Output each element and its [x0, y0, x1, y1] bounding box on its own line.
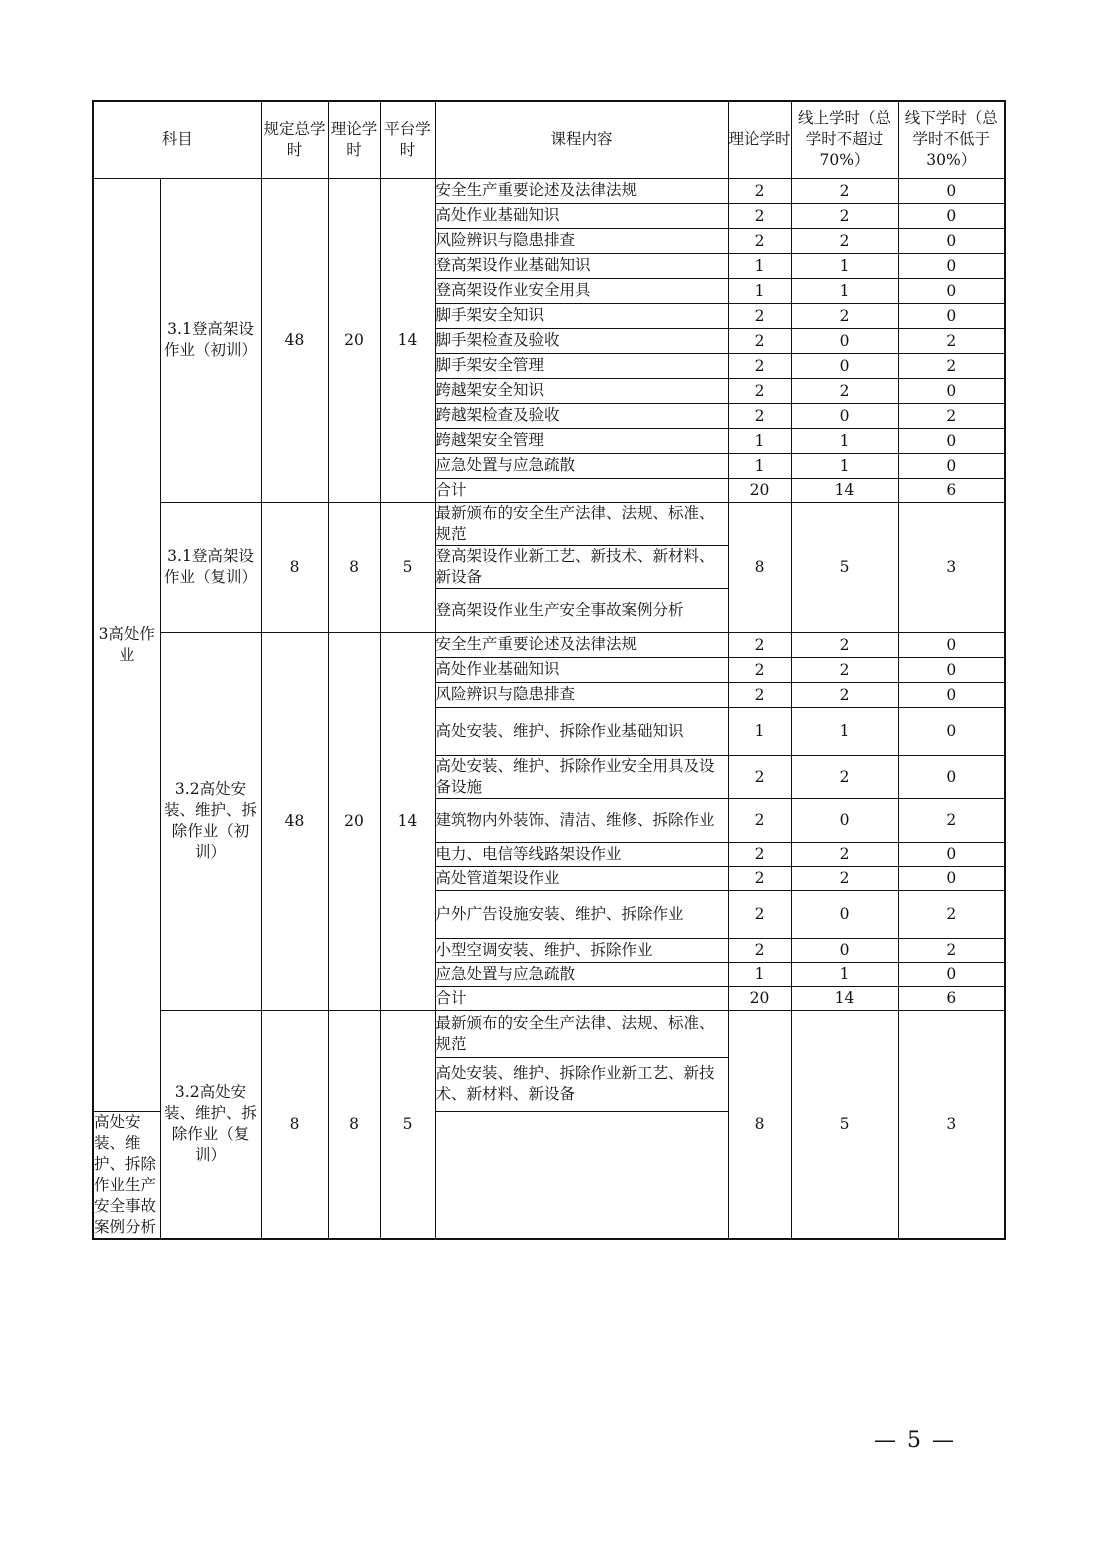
course-content: 脚手架检查及验收 [435, 328, 728, 353]
course-offline: 0 [898, 378, 1005, 403]
course-online: 0 [791, 403, 898, 428]
course-online: 2 [791, 632, 898, 657]
course-offline: 3 [898, 502, 1005, 632]
course-content: 高处管道架设作业 [435, 866, 728, 890]
course-theory: 2 [728, 632, 791, 657]
course-online: 2 [791, 203, 898, 228]
course-offline: 2 [898, 938, 1005, 962]
course-content: 合计 [435, 478, 728, 502]
course-offline: 2 [898, 403, 1005, 428]
course-offline: 0 [898, 203, 1005, 228]
course-theory: 1 [728, 278, 791, 303]
course-offline: 0 [898, 303, 1005, 328]
course-theory: 2 [728, 353, 791, 378]
course-content: 高处作业基础知识 [435, 657, 728, 682]
course-online: 2 [791, 657, 898, 682]
group-name: 3.1登高架设作业（复训） [160, 502, 261, 632]
course-content: 高处安装、维护、拆除作业安全用具及设备设施 [435, 755, 728, 798]
course-offline: 0 [898, 657, 1005, 682]
course-theory: 2 [728, 842, 791, 866]
group-total-hours: 48 [261, 178, 328, 502]
course-offline: 2 [898, 353, 1005, 378]
course-online: 1 [791, 453, 898, 478]
course-content: 登高架设作业新工艺、新技术、新材料、新设备 [435, 545, 728, 588]
group-name: 3.2高处安装、维护、拆除作业（初训） [160, 632, 261, 1010]
table-row [93, 178, 1005, 203]
course-offline: 0 [898, 866, 1005, 890]
header-row [93, 101, 1005, 178]
group-name: 3.1登高架设作业（初训） [160, 178, 261, 502]
course-content: 跨越架安全知识 [435, 378, 728, 403]
course-online: 1 [791, 278, 898, 303]
course-theory: 1 [728, 428, 791, 453]
group-platform-hours: 5 [380, 502, 435, 632]
course-content: 应急处置与应急疏散 [435, 962, 728, 986]
course-content: 跨越架检查及验收 [435, 403, 728, 428]
course-online: 2 [791, 682, 898, 707]
course-theory: 20 [728, 986, 791, 1010]
course-theory: 2 [728, 303, 791, 328]
course-content: 户外广告设施安装、维护、拆除作业 [435, 890, 728, 938]
course-theory: 2 [728, 938, 791, 962]
course-theory: 2 [728, 228, 791, 253]
course-offline: 0 [898, 178, 1005, 203]
course-content: 最新颁布的安全生产法律、法规、标准、规范 [435, 1010, 728, 1057]
group-total-hours: 8 [261, 1010, 328, 1239]
course-theory: 2 [728, 798, 791, 842]
course-offline: 3 [898, 1010, 1005, 1239]
course-hours-table [92, 100, 1006, 1240]
course-offline: 2 [898, 798, 1005, 842]
category-cell: 3高处作业 [93, 178, 160, 1111]
header-online: 线上学时（总学时不超过70%） [791, 101, 898, 178]
course-online: 0 [791, 798, 898, 842]
course-offline: 0 [898, 755, 1005, 798]
header-theory-hours: 理论学时 [328, 101, 380, 178]
course-theory: 2 [728, 866, 791, 890]
course-online: 1 [791, 428, 898, 453]
course-theory: 2 [728, 682, 791, 707]
course-content: 风险辨识与隐患排查 [435, 228, 728, 253]
course-content: 电力、电信等线路架设作业 [435, 842, 728, 866]
course-online: 2 [791, 755, 898, 798]
course-content: 脚手架安全管理 [435, 353, 728, 378]
group-platform-hours: 5 [380, 1010, 435, 1239]
group-theory-hours: 20 [328, 632, 380, 1010]
course-offline: 0 [898, 428, 1005, 453]
table-row [93, 632, 1005, 657]
course-offline: 2 [898, 328, 1005, 353]
group-name: 3.2高处安装、维护、拆除作业（复训） [160, 1010, 261, 1239]
course-theory: 1 [728, 962, 791, 986]
course-theory: 2 [728, 755, 791, 798]
course-content: 合计 [435, 986, 728, 1010]
course-theory: 2 [728, 403, 791, 428]
table-row [93, 1010, 1005, 1057]
course-content: 高处作业基础知识 [435, 203, 728, 228]
course-offline: 0 [898, 632, 1005, 657]
course-offline: 6 [898, 986, 1005, 1010]
course-content: 登高架设作业安全用具 [435, 278, 728, 303]
page-number: — 5 — [874, 1428, 956, 1453]
course-online: 2 [791, 303, 898, 328]
table-row [93, 502, 1005, 545]
course-content: 安全生产重要论述及法律法规 [435, 632, 728, 657]
course-online: 1 [791, 707, 898, 755]
course-theory: 1 [728, 253, 791, 278]
course-content: 最新颁布的安全生产法律、法规、标准、规范 [435, 502, 728, 545]
course-offline: 2 [898, 890, 1005, 938]
course-theory: 2 [728, 657, 791, 682]
header-content-theory: 理论学时 [728, 101, 791, 178]
course-online: 2 [791, 178, 898, 203]
group-theory-hours: 20 [328, 178, 380, 502]
course-theory: 20 [728, 478, 791, 502]
course-online: 2 [791, 866, 898, 890]
course-offline: 0 [898, 228, 1005, 253]
course-theory: 2 [728, 203, 791, 228]
course-offline: 0 [898, 253, 1005, 278]
group-platform-hours: 14 [380, 178, 435, 502]
course-theory: 2 [728, 178, 791, 203]
course-content: 小型空调安装、维护、拆除作业 [435, 938, 728, 962]
header-subject: 科目 [93, 101, 261, 178]
course-online: 0 [791, 890, 898, 938]
course-online: 0 [791, 353, 898, 378]
course-online: 0 [791, 328, 898, 353]
course-theory: 8 [728, 502, 791, 632]
group-total-hours: 8 [261, 502, 328, 632]
course-theory: 1 [728, 453, 791, 478]
course-online: 2 [791, 378, 898, 403]
course-offline: 0 [898, 962, 1005, 986]
header-platform-hours: 平台学时 [380, 101, 435, 178]
group-platform-hours: 14 [380, 632, 435, 1010]
course-content: 安全生产重要论述及法律法规 [435, 178, 728, 203]
group-theory-hours: 8 [328, 1010, 380, 1239]
course-online: 1 [791, 962, 898, 986]
course-offline: 6 [898, 478, 1005, 502]
course-offline: 0 [898, 842, 1005, 866]
header-offline: 线下学时（总学时不低于30%） [898, 101, 1005, 178]
course-content: 建筑物内外装饰、清洁、维修、拆除作业 [435, 798, 728, 842]
header-content: 课程内容 [435, 101, 728, 178]
course-content: 高处安装、维护、拆除作业基础知识 [435, 707, 728, 755]
course-theory: 2 [728, 378, 791, 403]
header-total-hours: 规定总学时 [261, 101, 328, 178]
course-offline: 0 [898, 453, 1005, 478]
course-online: 5 [791, 502, 898, 632]
course-online: 1 [791, 253, 898, 278]
course-theory: 2 [728, 890, 791, 938]
course-content: 脚手架安全知识 [435, 303, 728, 328]
course-online: 2 [791, 842, 898, 866]
course-online: 2 [791, 228, 898, 253]
group-theory-hours: 8 [328, 502, 380, 632]
course-theory: 1 [728, 707, 791, 755]
course-offline: 0 [898, 278, 1005, 303]
course-content: 登高架设作业生产安全事故案例分析 [435, 588, 728, 632]
course-offline: 0 [898, 682, 1005, 707]
course-online: 14 [791, 986, 898, 1010]
course-content: 应急处置与应急疏散 [435, 453, 728, 478]
course-offline: 0 [898, 707, 1005, 755]
course-content: 高处安装、维护、拆除作业新工艺、新技术、新材料、新设备 [435, 1057, 728, 1111]
course-online: 14 [791, 478, 898, 502]
course-content: 登高架设作业基础知识 [435, 253, 728, 278]
course-theory: 8 [728, 1010, 791, 1239]
course-content: 跨越架安全管理 [435, 428, 728, 453]
course-online: 0 [791, 938, 898, 962]
course-content: 高处安装、维护、拆除作业生产安全事故案例分析 [93, 1111, 160, 1239]
group-total-hours: 48 [261, 632, 328, 1010]
course-theory: 2 [728, 328, 791, 353]
course-online: 5 [791, 1010, 898, 1239]
course-content: 风险辨识与隐患排查 [435, 682, 728, 707]
